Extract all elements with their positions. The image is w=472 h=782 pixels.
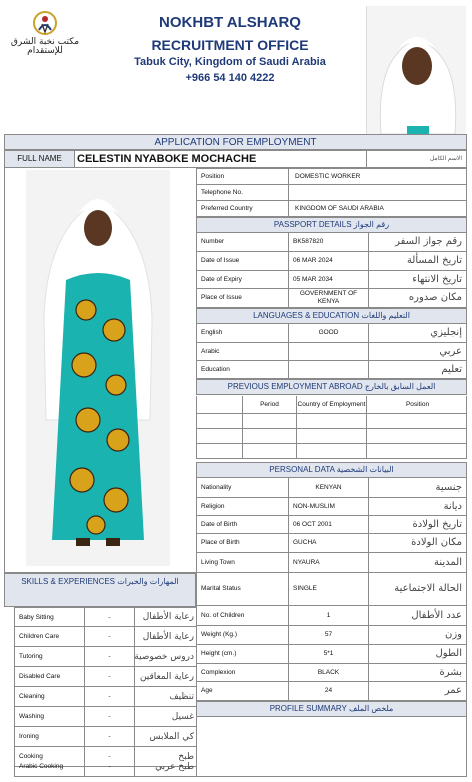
date-of-birth-row <box>196 516 467 534</box>
telephone-row <box>196 185 467 201</box>
children-row <box>196 606 467 626</box>
marital-status-value: SINGLE <box>289 573 369 605</box>
height-value: 5*1 <box>289 645 369 663</box>
skill-value: - <box>85 647 135 666</box>
languages-section-title: LANGUAGES & EDUCATION التعليم واللغات <box>196 308 467 324</box>
skill-row <box>14 757 196 777</box>
skill-value: - <box>85 707 135 726</box>
arabic-label-arabic: عربي <box>439 345 462 357</box>
passport-number-row <box>196 233 467 252</box>
passport-number-label: Number <box>197 233 289 251</box>
english-row <box>196 324 467 343</box>
profile-summary-box <box>196 717 467 777</box>
english-label: English <box>197 324 289 342</box>
employment-row <box>196 414 467 429</box>
place-of-birth-label-arabic: مكان الولادة <box>411 537 462 548</box>
company-location: Tabuk City, Kingdom of Saudi Arabia <box>134 56 326 68</box>
skill-label-arabic: رعاية المعاقين <box>139 671 194 682</box>
age-label-arabic: عمر <box>444 685 462 696</box>
living-town-label-arabic: المدينة <box>433 556 462 568</box>
weight-label-arabic: وزن <box>444 629 462 640</box>
skill-row <box>14 607 196 627</box>
previous-employment-title: PREVIOUS EMPLOYMENT ABROAD العمل السابق بالخارج <box>196 379 467 395</box>
nationality-value: KENYAN <box>289 478 369 497</box>
skill-label: Ironing <box>15 727 85 746</box>
weight-row <box>196 626 467 645</box>
marital-status-row <box>196 573 467 606</box>
skill-label-arabic: طبخ عربي <box>155 761 194 772</box>
logo-arabic-text: مكتب نخبة الشرق للإستقدام <box>10 37 80 56</box>
skill-label-arabic: كي الملابس <box>149 731 194 742</box>
date-of-issue-label-arabic: تاريخ المسألة <box>406 255 462 266</box>
skill-row <box>14 667 196 687</box>
telephone-label: Telephone No. <box>197 185 289 200</box>
full-name-value: CELESTIN NYABOKE MOCHACHE <box>77 153 257 165</box>
period-header: Period <box>243 396 297 413</box>
skill-label: Tutoring <box>15 647 85 666</box>
skill-label-arabic: دروس خصوصية <box>134 651 194 662</box>
application-title: APPLICATION FOR EMPLOYMENT <box>4 134 467 150</box>
complexion-label: Complexion <box>197 664 289 681</box>
skill-label-arabic: طبخ <box>178 751 194 762</box>
applicant-headshot <box>366 6 466 134</box>
date-of-birth-label-arabic: تاريخ الولادة <box>412 518 462 530</box>
place-of-birth-label: Place of Birth <box>197 534 289 552</box>
position-header: Position <box>405 401 430 408</box>
religion-row <box>196 498 467 516</box>
employment-row <box>196 444 467 459</box>
position-label: Position <box>197 169 289 184</box>
date-of-expiry-row <box>196 271 467 289</box>
skill-label-arabic: تنظيف <box>169 691 194 702</box>
profile-summary-title: PROFILE SUMMARY ملخص الملف <box>196 701 467 717</box>
religion-label: Religion <box>197 498 289 515</box>
skill-label: Washing <box>15 707 85 726</box>
photo-frame <box>4 168 196 573</box>
full-name-row <box>4 150 467 168</box>
english-label-arabic: إنجليزي <box>430 327 462 338</box>
place-of-birth-value: GUCHA <box>289 534 369 552</box>
marital-status-label-arabic: الحالة الاجتماعية <box>394 583 462 594</box>
place-of-issue-row <box>196 289 467 308</box>
position-row <box>196 168 467 185</box>
skill-row <box>14 707 196 727</box>
skill-label-arabic: رعاية الأطفال <box>142 631 194 642</box>
date-of-issue-value: 06 MAR 2024 <box>289 252 369 270</box>
date-of-expiry-label: Date of Expiry <box>197 271 289 288</box>
telephone-value <box>289 185 468 200</box>
date-of-issue-label: Date of Issue <box>197 252 289 270</box>
education-label: Education <box>197 361 289 378</box>
date-of-birth-value: 06 OCT 2001 <box>289 516 369 533</box>
skill-value: - <box>85 667 135 686</box>
skill-value: - <box>85 757 135 776</box>
skill-label: Arabic Cooking <box>15 757 85 776</box>
skill-label: Children Care <box>15 627 85 646</box>
company-logo <box>6 10 84 58</box>
children-label-arabic: عدد الأطفال <box>411 609 462 621</box>
place-of-issue-value: GOVERNMENT OF KENYA <box>289 289 369 307</box>
skill-label: Cleaning <box>15 687 85 706</box>
education-value <box>289 361 369 378</box>
marital-status-label: Marital Status <box>197 573 289 605</box>
full-name-label-arabic: الاسم الكامل <box>366 151 462 167</box>
education-label-arabic: تعليم <box>441 363 462 375</box>
arabic-row <box>196 343 467 361</box>
place-of-issue-label: Place of Issue <box>197 289 289 307</box>
education-row <box>196 361 467 379</box>
full-name-label: FULL NAME <box>5 151 75 167</box>
skill-value: - <box>85 747 135 766</box>
complexion-row <box>196 664 467 682</box>
country-header: Country of Employment <box>297 396 367 413</box>
age-label: Age <box>197 682 289 700</box>
date-of-expiry-label-arabic: تاريخ الانتهاء <box>412 273 462 285</box>
skill-row <box>14 727 196 747</box>
preferred-country-row <box>196 201 467 217</box>
passport-number-label-arabic: رقم جواز السفر <box>395 236 462 247</box>
nationality-label: Nationality <box>197 478 289 497</box>
skill-label-arabic: رعاية الأطفال <box>142 612 194 622</box>
passport-section-title: PASSPORT DETAILS رقم الجواز <box>196 217 467 233</box>
height-label: Height (cm.) <box>197 645 289 663</box>
nationality-label-arabic: جنسية <box>435 481 462 493</box>
weight-value: 57 <box>289 626 369 644</box>
age-value: 24 <box>289 682 369 700</box>
skill-row <box>14 647 196 667</box>
nationality-row <box>196 478 467 498</box>
company-phone: +966 54 140 4222 <box>185 72 275 84</box>
children-label: No. of Children <box>197 606 289 625</box>
date-of-expiry-value: 05 MAR 2034 <box>289 271 369 288</box>
personal-data-title: PERSONAL DATA البيانات الشخصية <box>196 462 467 478</box>
complexion-value: BLACK <box>289 664 369 681</box>
living-town-label: Living Town <box>197 553 289 572</box>
children-value: 1 <box>289 606 369 625</box>
skill-value: - <box>85 727 135 746</box>
skill-label: Baby Sitting <box>15 608 85 626</box>
date-of-birth-label: Date of Birth <box>197 516 289 533</box>
place-of-birth-row <box>196 534 467 553</box>
height-row <box>196 645 467 664</box>
skill-row <box>14 627 196 647</box>
skills-section-title: SKILLS & EXPERIENCES المهارات والخبرات <box>4 573 196 607</box>
place-of-issue-label-arabic: مكان صدوره <box>408 292 462 303</box>
employment-header-row <box>196 396 467 414</box>
passport-number-value: BK587820 <box>289 233 369 251</box>
skill-value: - <box>85 627 135 646</box>
skill-value: - <box>85 608 135 626</box>
skill-label: Cooking <box>15 747 85 766</box>
date-of-issue-row <box>196 252 467 271</box>
arabic-value <box>289 343 369 360</box>
employment-row <box>196 429 467 444</box>
religion-label-arabic: ديانة <box>443 500 462 512</box>
skill-row <box>14 687 196 707</box>
living-town-value: NYAURA <box>289 553 369 572</box>
position-value: DOMESTIC WORKER <box>295 172 361 180</box>
arabic-label: Arabic <box>197 343 289 360</box>
complexion-label-arabic: بشرة <box>439 666 462 678</box>
preferred-country-value: KINGDOM OF SAUDI ARABIA <box>295 204 384 212</box>
living-town-row <box>196 553 467 573</box>
skill-value: - <box>85 687 135 706</box>
skill-label-arabic: غسيل <box>171 711 194 722</box>
english-value: GOOD <box>289 324 369 342</box>
height-label-arabic: الطول <box>435 648 462 659</box>
company-name: NOKHBT ALSHARQ <box>159 14 301 31</box>
weight-label: Weight (Kg.) <box>197 626 289 644</box>
skill-label: Disabled Care <box>15 667 85 686</box>
preferred-country-label: Preferred Country <box>197 201 289 216</box>
company-subtitle: RECRUITMENT OFFICE <box>151 37 309 53</box>
religion-value: NON-MUSLIM <box>289 498 369 515</box>
age-row <box>196 682 467 701</box>
